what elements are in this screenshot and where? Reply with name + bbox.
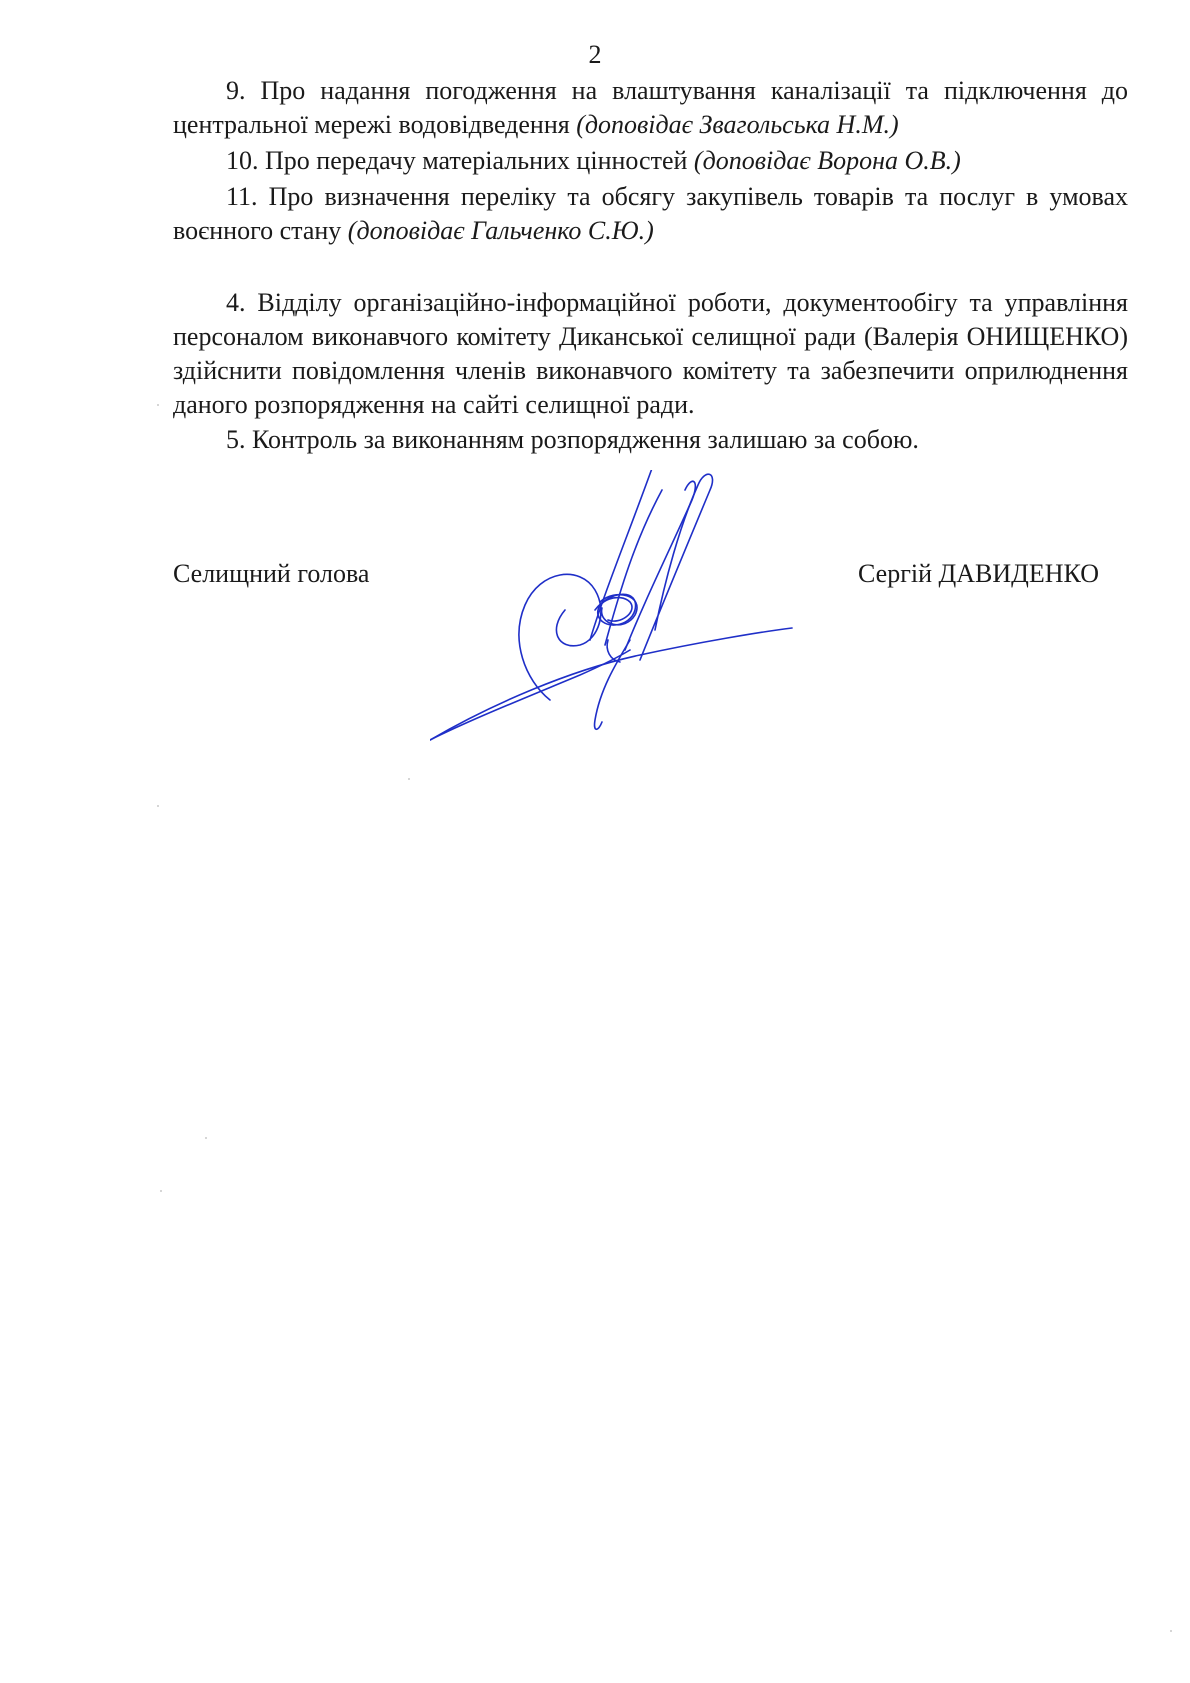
scan-speck xyxy=(205,1137,207,1139)
scan-speck xyxy=(1170,1630,1172,1632)
agenda-item-10 xyxy=(173,144,1128,178)
agenda-item-11-number: 11. xyxy=(226,182,258,211)
signatory-position: Селищний голова xyxy=(173,559,370,588)
scan-speck xyxy=(157,805,159,807)
scan-speck xyxy=(157,404,159,406)
agenda-item-11 xyxy=(173,180,1128,248)
agenda-item-10-text: Про передачу матеріальних цінностей xyxy=(265,146,688,175)
agenda-item-10-number: 10. xyxy=(226,146,259,175)
agenda-item-9 xyxy=(173,74,1128,142)
agenda-item-11-text: Про визначення переліку та обсягу закупівель товарів та послуг в умовах воєнного стану xyxy=(173,182,1128,245)
signatory-name: Сергій ДАВИДЕНКО xyxy=(858,559,1099,588)
scan-speck xyxy=(160,1190,162,1192)
agenda-item-9-text: Про надання погодження на влаштування каналізації та підключення до центральної мережі водовідведення xyxy=(173,76,1129,139)
agenda-item-11-reporter: (доповідає Гальченко С.Ю.) xyxy=(347,216,654,245)
agenda-item-9-reporter: (доповідає Звагольська Н.М.) xyxy=(576,110,899,139)
point-5-paragraph: 5. Контроль за виконанням розпорядження залишаю за собою. xyxy=(226,425,919,454)
agenda-item-9-number: 9. xyxy=(226,76,246,105)
page-number: 2 xyxy=(588,40,602,69)
scan-speck xyxy=(408,778,410,780)
agenda-item-10-reporter: (доповідає Ворона О.В.) xyxy=(693,146,961,175)
handwritten-signature xyxy=(430,470,850,810)
point-4-paragraph: 4. Відділу організаційно-інформаційної роботи, документообігу та управління персоналом виконавчого комітету Диканської селищної ради (Валерія ОНИЩЕНКО) здійснити повідомлення членів виконавчого комітету та забезпечити оприлюднення даного розпорядження на сайті селищної ради. xyxy=(173,288,1128,419)
